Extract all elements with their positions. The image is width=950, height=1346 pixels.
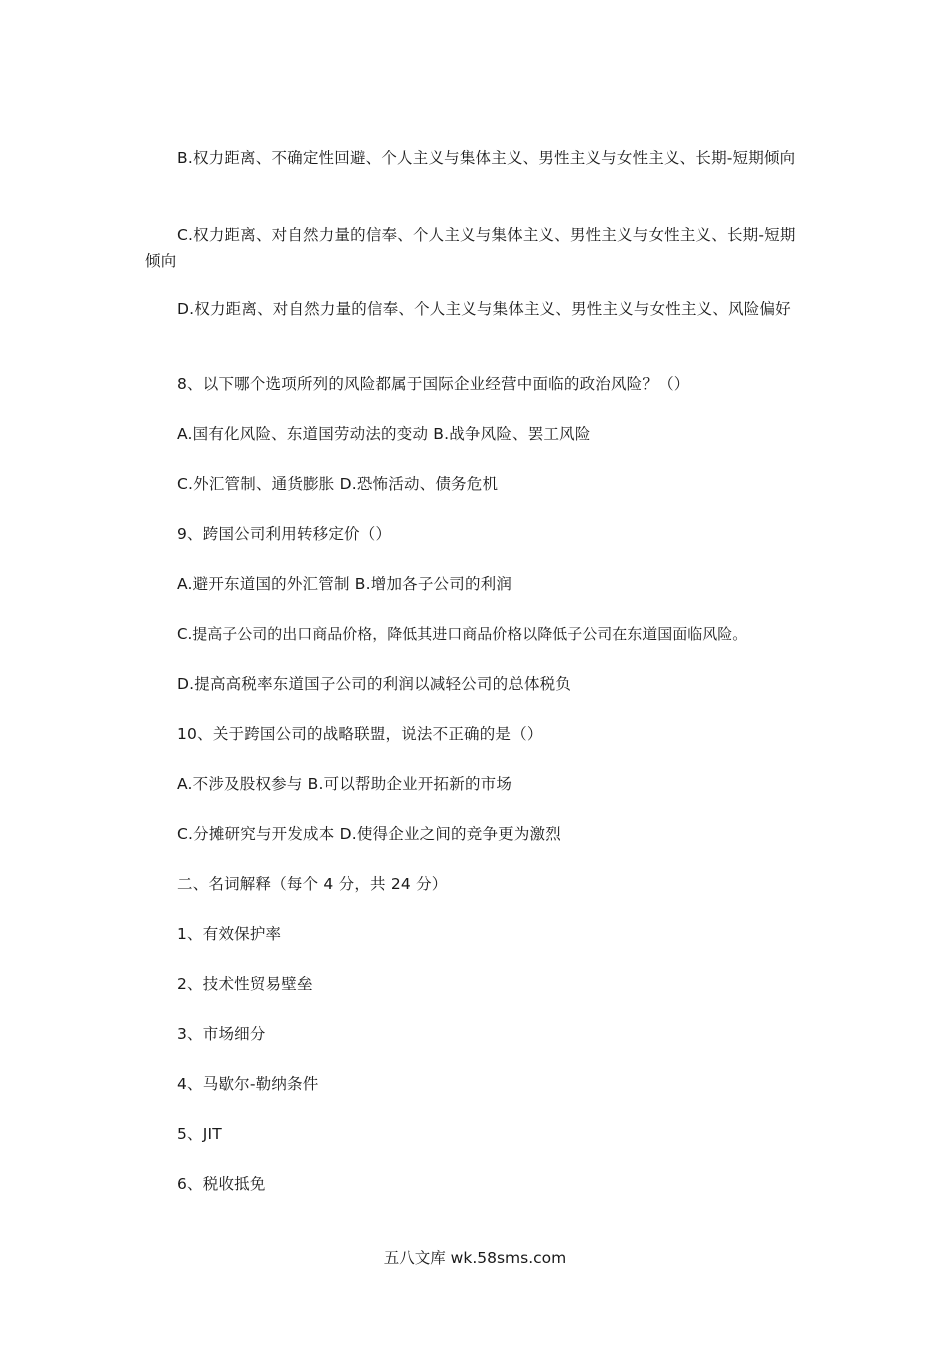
q8-question: 8、以下哪个选项所列的风险都属于国际企业经营中面临的政治风险？（） xyxy=(177,375,690,393)
section-heading: 二、名词解释（每个 4 分，共 24 分） xyxy=(177,875,448,893)
q8-options-ab: A.国有化风险、东道国劳动法的变动 B.战争风险、罢工风险 xyxy=(177,425,591,443)
term-item: 3、市场细分 xyxy=(177,1025,266,1043)
q7-option-b: B.权力距离、不确定性回避、个人主义与集体主义、男性主义与女性主义、长期-短期倾向 xyxy=(177,149,796,167)
q9-question: 9、跨国公司利用转移定价（） xyxy=(177,525,392,543)
q10-question: 10、关于跨国公司的战略联盟，说法不正确的是（） xyxy=(177,725,543,743)
term-item: 6、税收抵免 xyxy=(177,1175,266,1193)
q9-option-d: D.提高高税率东道国子公司的利润以减轻公司的总体税负 xyxy=(177,675,572,693)
q9-options-ab: A.避开东道国的外汇管制 B.增加各子公司的利润 xyxy=(177,575,513,593)
q10-options-ab: A.不涉及股权参与 B.可以帮助企业开拓新的市场 xyxy=(177,775,513,793)
page-footer: 五八文库 wk.58sms.com xyxy=(383,1249,567,1267)
q7-option-c: C.权力距离、对自然力量的信奉、个人主义与集体主义、男性主义与女性主义、长期-短期倾向 xyxy=(145,226,796,270)
q7-option-d: D.权力距离、对自然力量的信奉、个人主义与集体主义、男性主义与女性主义、风险偏好 xyxy=(177,300,791,318)
term-item: 5、JIT xyxy=(177,1125,222,1143)
term-item: 4、马歇尔-勒纳条件 xyxy=(177,1075,319,1093)
q9-option-c: C.提高子公司的出口商品价格，降低其进口商品价格以降低子公司在东道国面临风险。 xyxy=(177,625,748,643)
q8-options-cd: C.外汇管制、通货膨胀 D.恐怖活动、债务危机 xyxy=(177,475,499,493)
q10-options-cd: C.分摊研究与开发成本 D.使得企业之间的竞争更为激烈 xyxy=(177,825,561,843)
term-item: 1、有效保护率 xyxy=(177,925,282,943)
term-item: 2、技术性贸易壁垒 xyxy=(177,975,313,993)
